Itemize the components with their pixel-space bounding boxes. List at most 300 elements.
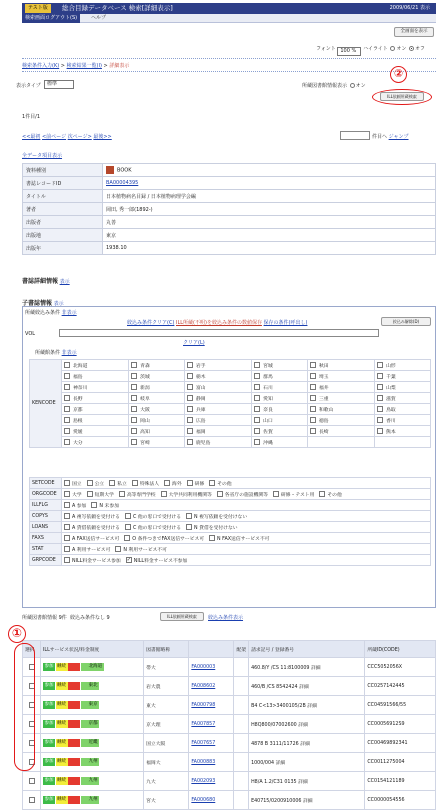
option-cell: [62, 544, 431, 555]
prefecture-cell: [252, 404, 308, 415]
prefecture-row: [30, 371, 431, 382]
prefecture-cell: [252, 360, 308, 371]
filter-release-button[interactable]: 絞込み解除(D): [381, 317, 431, 326]
full-display-link[interactable]: 全データ項目表示: [22, 153, 63, 159]
select-cell: [23, 791, 41, 810]
filter-title: [25, 309, 77, 316]
region-chip: 近畿: [88, 740, 98, 745]
prefecture-label: 徳島: [318, 418, 329, 424]
prefecture-checkbox[interactable]: [310, 406, 316, 412]
option-checkbox[interactable]: [273, 491, 279, 497]
option-checkbox[interactable]: [64, 524, 70, 530]
prefecture-checkbox[interactable]: [131, 428, 137, 434]
breadcrumb-search-input[interactable]: 検索条件入力(K): [22, 63, 60, 69]
option-checkbox[interactable]: [186, 513, 192, 519]
prefecture-label: 宮崎: [140, 440, 150, 446]
region-chip: 東北: [88, 683, 98, 688]
shelf-cell: [234, 715, 249, 734]
prefecture-checkbox[interactable]: [310, 417, 316, 423]
library-name: 宮大: [144, 791, 189, 810]
prefecture-cell: [307, 415, 374, 426]
status-chip: [81, 663, 87, 671]
option-checkbox[interactable]: [186, 524, 192, 530]
option-checkbox[interactable]: [64, 546, 70, 552]
status-chip: 継続: [57, 702, 66, 707]
prefecture-grid: [29, 359, 431, 448]
nav-next[interactable]: 次ページ>: [67, 134, 92, 140]
nav-first[interactable]: <<最初: [22, 134, 41, 140]
option-label: 短期大学: [94, 492, 114, 498]
option-checkbox[interactable]: [125, 513, 131, 519]
prefecture-label: 埼玉: [318, 374, 329, 380]
option-label: 公立: [94, 481, 105, 487]
option-label: 研修・テスト用: [280, 492, 315, 498]
option-cell: [62, 511, 431, 522]
prefecture-cell: [252, 393, 308, 404]
prefecture-label: 青森: [140, 363, 150, 369]
holdings-display-label: 所蔵図書館情報表示: [302, 83, 348, 89]
table-row: [23, 791, 436, 810]
prefecture-cell: [62, 393, 129, 404]
call-number: 1000/004 詳細: [249, 753, 365, 772]
prefecture-checkbox[interactable]: [254, 395, 260, 401]
prefecture-row: [30, 382, 431, 393]
prefecture-cell: [375, 360, 431, 371]
holding-code: CC0257142445: [365, 677, 436, 696]
prefecture-label: 神奈川: [73, 385, 88, 391]
holding-code: CC0000054556: [365, 791, 436, 810]
call-number: 460/B /CS 8542424 詳細: [249, 677, 365, 696]
option-label: 特殊法人: [139, 481, 160, 487]
nav-last[interactable]: 最後>>: [93, 134, 112, 140]
prefecture-checkbox[interactable]: [131, 373, 137, 379]
library-id-link[interactable]: FA000003: [191, 664, 216, 670]
option-checkbox[interactable]: [124, 535, 130, 541]
library-name: 九大: [144, 772, 189, 791]
option-checkbox[interactable]: [217, 491, 223, 497]
prefecture-checkbox[interactable]: [254, 439, 260, 445]
prefecture-label: 奈良: [263, 407, 273, 413]
option-checkbox[interactable]: [209, 480, 215, 486]
prefecture-cell: [375, 415, 431, 426]
library-id-link[interactable]: FA000798: [191, 702, 216, 708]
option-cell: [62, 533, 431, 544]
display-type-select[interactable]: 標準: [44, 80, 74, 89]
highlight-on-radio[interactable]: [390, 46, 395, 51]
prefecture-label: 滋賀: [386, 396, 396, 402]
prefecture-checkbox[interactable]: [64, 384, 70, 390]
tab-row: [22, 14, 436, 23]
option-label: A 複写依頼を受付ける: [72, 514, 120, 520]
detail-value-text: BA00004395: [106, 180, 139, 186]
book-icon: [106, 166, 114, 174]
prefecture-checkbox[interactable]: [187, 417, 193, 423]
prefecture-cell: [252, 437, 308, 448]
detail-key: 書誌レコードID: [23, 177, 103, 190]
holdings-display: [302, 82, 366, 89]
prefecture-checkbox[interactable]: [254, 428, 260, 434]
prefecture-label: 三重: [318, 396, 329, 402]
option-label: NILL料金サービス不参加: [133, 558, 188, 564]
status-chip: [74, 796, 80, 804]
detail-value[interactable]: [103, 177, 436, 190]
prefecture-label: 山口: [263, 418, 273, 424]
prefecture-label: 岩手: [195, 363, 206, 369]
prefecture-label: 静岡: [195, 396, 206, 402]
prefecture-checkbox[interactable]: [64, 395, 70, 401]
show-filter-link[interactable]: 絞込み条件表示: [208, 615, 244, 621]
status-chip: [81, 701, 87, 709]
option-label: A FAX送信サービス可: [72, 536, 120, 542]
option-key: SETCODE: [30, 478, 62, 489]
option-key: ILLFLG: [30, 500, 62, 511]
option-key: LOANS: [30, 522, 62, 533]
prefecture-checkbox[interactable]: [131, 384, 137, 390]
detail-row: [23, 242, 436, 255]
prefecture-label: 宮城: [263, 363, 273, 369]
status-chip: [81, 796, 87, 804]
region-title-text: 所蔵館条件: [35, 350, 61, 356]
holding-code: CC0154121189: [365, 772, 436, 791]
table-row: [23, 677, 436, 696]
prefecture-cell: [184, 393, 251, 404]
prefecture-row: [30, 415, 431, 426]
highlight-off-radio[interactable]: [409, 46, 414, 51]
row-select-checkbox[interactable]: [29, 778, 35, 784]
option-label: その他: [327, 492, 342, 498]
status-chip: 継続: [57, 683, 66, 688]
font-size-select[interactable]: 100 %: [337, 47, 361, 56]
prefecture-label: 大分: [73, 440, 83, 446]
status-chip: [68, 682, 74, 690]
detail-key: 資料種別: [23, 164, 103, 177]
prefecture-checkbox[interactable]: [254, 417, 260, 423]
prefecture-checkbox[interactable]: [64, 428, 70, 434]
tab-logout[interactable]: 検索画面ログアウト(S): [22, 14, 80, 23]
vol-clear-link[interactable]: クリア(L): [183, 340, 205, 346]
prefecture-checkbox[interactable]: [131, 439, 137, 445]
status-chip: 継続: [57, 740, 66, 745]
filter-recall-link[interactable]: 保存の条件(呼出し): [263, 320, 308, 326]
tab-help[interactable]: ヘルプ: [91, 15, 107, 21]
option-checkbox[interactable]: [161, 491, 167, 497]
prefecture-checkbox[interactable]: [377, 384, 383, 390]
filter-clear-link[interactable]: 絞込み条件クリア(C): [127, 320, 175, 326]
option-row: [30, 511, 431, 522]
option-label: NILL料金サービス参加: [72, 558, 121, 564]
prefecture-cell: [129, 415, 185, 426]
option-checkbox[interactable]: [64, 480, 70, 486]
prefecture-checkbox[interactable]: [187, 395, 193, 401]
prefecture-label: 長野: [73, 396, 83, 402]
option-label: C 他の窓口で受付ける: [132, 525, 182, 531]
prefecture-checkbox[interactable]: [64, 362, 70, 368]
kencode-label: KENCODE: [30, 360, 62, 448]
status-chip: 参加: [44, 740, 54, 745]
prefecture-label: 高知: [140, 429, 150, 435]
library-id-link[interactable]: FA008602: [191, 683, 216, 689]
prefecture-checkbox[interactable]: [131, 406, 137, 412]
ill-search-button[interactable]: ILL依頼所蔵検索: [380, 92, 424, 101]
prefecture-cell: [307, 371, 374, 382]
filter-links: [127, 319, 307, 326]
holdings-on-radio[interactable]: [350, 83, 355, 88]
status-chip: [81, 758, 87, 766]
prefecture-label: 愛知: [263, 396, 273, 402]
prefecture-label: 島根: [73, 418, 83, 424]
select-column-highlight: [14, 643, 35, 771]
prefecture-checkbox[interactable]: [131, 417, 137, 423]
prefecture-row: [30, 360, 431, 371]
library-id-link[interactable]: FA007857: [191, 721, 216, 727]
option-checkbox[interactable]: [87, 491, 93, 497]
highlight-label: ハイライト: [362, 46, 388, 52]
child-toggle[interactable]: 表示: [53, 301, 64, 307]
detail-row: [23, 190, 436, 203]
prefecture-checkbox[interactable]: [377, 417, 383, 423]
status-chip: [81, 682, 87, 690]
option-checkbox[interactable]: [64, 491, 70, 497]
jump-link[interactable]: ジャンプ: [388, 134, 409, 140]
prefecture-checkbox[interactable]: [131, 362, 137, 368]
option-checkbox[interactable]: ✓: [126, 557, 131, 563]
results-header-cell: 選択: [23, 641, 41, 658]
status-chip: [74, 777, 80, 785]
library-id-link[interactable]: FA007657: [191, 740, 216, 746]
status-chip: 参加: [44, 702, 54, 707]
prefecture-checkbox[interactable]: [254, 362, 260, 368]
option-label: N FAX送信サービス不可: [217, 536, 270, 542]
prefecture-cell: [252, 371, 308, 382]
option-label: 大学共同利用機関等: [168, 492, 212, 498]
prefecture-checkbox[interactable]: [377, 428, 383, 434]
status-chip: [81, 720, 87, 728]
holdings-bar: [22, 614, 110, 621]
prefecture-label: 岡山: [140, 418, 150, 424]
prefecture-checkbox[interactable]: [187, 406, 193, 412]
status-chip: [74, 739, 80, 747]
detail-row: [23, 229, 436, 242]
prefecture-checkbox[interactable]: [187, 362, 193, 368]
prefecture-label: 京都: [73, 407, 83, 413]
filter-save-link[interactable]: ILL所蔵(不明)を絞込み条件の数値保存: [176, 320, 262, 326]
option-row: [30, 500, 431, 511]
full-screen-button[interactable]: 全画面を表示: [394, 27, 434, 37]
library-id-link[interactable]: FA002093: [191, 778, 216, 784]
jump-input[interactable]: [340, 131, 370, 140]
detail-value-text: 日本植物病名目録 / 日本植物病理学会編: [106, 193, 196, 200]
prefecture-checkbox[interactable]: [254, 406, 260, 412]
option-checkbox[interactable]: [87, 480, 93, 486]
library-name: 京大理: [144, 715, 189, 734]
detail-key: 著者: [23, 203, 103, 216]
prefecture-cell: [375, 404, 431, 415]
option-row: [30, 522, 431, 533]
option-checkbox[interactable]: [115, 546, 121, 552]
prefecture-cell: [375, 371, 431, 382]
prefecture-checkbox[interactable]: [187, 439, 193, 445]
prefecture-checkbox[interactable]: [310, 428, 316, 434]
filter-panel: [22, 306, 436, 608]
call-number: 4878 B 3111/11726 詳細: [249, 734, 365, 753]
prefecture-cell: [184, 415, 251, 426]
prefecture-checkbox[interactable]: [64, 373, 70, 379]
status-chip: 継続: [57, 797, 66, 802]
library-id-link[interactable]: FA000680: [191, 797, 216, 803]
prefecture-checkbox[interactable]: [64, 417, 70, 423]
prefecture-checkbox[interactable]: [310, 395, 316, 401]
prefecture-checkbox[interactable]: [377, 362, 383, 368]
option-checkbox[interactable]: [64, 513, 70, 519]
option-checkbox[interactable]: [132, 480, 138, 486]
option-label: 研修: [194, 481, 205, 487]
library-name: 東大: [144, 696, 189, 715]
prefecture-label: 福島: [73, 374, 83, 380]
prefecture-checkbox[interactable]: [310, 362, 316, 368]
detail-key: 出版者: [23, 216, 103, 229]
prefecture-label: 福岡: [195, 429, 206, 435]
status-chip: [68, 739, 74, 747]
prefecture-cell: [129, 426, 185, 437]
status-chip: [81, 777, 87, 785]
table-row: [23, 658, 436, 677]
status-chip: 継続: [57, 721, 66, 726]
option-label: C 他の窓口で受付ける: [132, 514, 182, 520]
shelf-cell: [234, 772, 249, 791]
option-checkbox[interactable]: [109, 480, 115, 486]
shelf-cell: [234, 696, 249, 715]
option-label: 私立: [117, 481, 127, 487]
prefecture-checkbox[interactable]: [187, 373, 193, 379]
prefecture-label: 栃木: [195, 374, 206, 380]
prefecture-checkbox[interactable]: [377, 395, 383, 401]
prefecture-label: 兵庫: [195, 407, 206, 413]
library-id-cell: [189, 677, 234, 696]
option-checkbox[interactable]: [187, 480, 193, 486]
status-cell: [41, 658, 144, 677]
library-id-link[interactable]: FA000883: [191, 759, 216, 765]
prefecture-checkbox[interactable]: [187, 428, 193, 434]
holdings-ill-button[interactable]: ILL依頼所蔵検索: [160, 612, 204, 621]
option-key: STAT: [30, 544, 62, 555]
option-checkbox[interactable]: [91, 502, 97, 508]
prefecture-label: 新潟: [140, 385, 150, 391]
prefecture-label: 千葉: [386, 374, 396, 380]
region-chip: 京都: [88, 721, 98, 726]
record-nav: [22, 133, 112, 140]
prefecture-cell: [184, 371, 251, 382]
option-cell: [62, 500, 431, 511]
status-cell: [41, 677, 144, 696]
breadcrumb-result-list[interactable]: 検索結果一覧(I): [66, 63, 102, 69]
prefecture-row: [30, 437, 431, 448]
option-checkbox[interactable]: [164, 480, 170, 486]
prefecture-label: 鹿児島: [195, 440, 211, 446]
prefecture-checkbox[interactable]: [310, 384, 316, 390]
library-id-cell: [189, 791, 234, 810]
prefecture-cell: [375, 393, 431, 404]
status-cell: [41, 715, 144, 734]
call-number: E40715/0200910006 詳細: [249, 791, 365, 810]
detail-key: タイトル: [23, 190, 103, 203]
library-name: 帯大: [144, 658, 189, 677]
option-row: [30, 544, 431, 555]
library-id-cell: [189, 696, 234, 715]
region-chip: 東京: [88, 702, 98, 707]
nav-prev[interactable]: <前ページ: [41, 134, 67, 140]
option-checkbox[interactable]: [125, 524, 131, 530]
prefecture-checkbox[interactable]: [64, 406, 70, 412]
prefecture-cell: [62, 360, 129, 371]
status-chip: [68, 758, 74, 766]
prefecture-label: 山形: [386, 363, 396, 369]
row-select-checkbox[interactable]: [29, 797, 35, 803]
option-checkbox[interactable]: [64, 535, 70, 541]
option-label: その他: [217, 481, 232, 487]
prefecture-checkbox[interactable]: [377, 373, 383, 379]
detail-value-text: 岡田, 秀一郎(1892-): [106, 206, 153, 213]
vol-input[interactable]: [59, 329, 379, 337]
prefecture-checkbox[interactable]: [377, 406, 383, 412]
option-label: A 参加: [72, 503, 87, 509]
prefecture-label: 山梨: [386, 385, 396, 391]
region-toggle[interactable]: 非表示: [61, 350, 77, 356]
option-label: 各省庁の施設機関等: [224, 492, 268, 498]
option-checkbox[interactable]: [64, 502, 70, 508]
status-chip: [74, 663, 80, 671]
option-checkbox[interactable]: [319, 491, 325, 497]
biblio-toggle[interactable]: 表示: [59, 279, 70, 285]
detail-value: [103, 229, 436, 242]
option-checkbox[interactable]: [209, 535, 215, 541]
prefecture-label: 香川: [386, 418, 396, 424]
option-checkbox[interactable]: [64, 557, 70, 563]
prefecture-checkbox[interactable]: [254, 384, 260, 390]
option-label: 大学: [72, 492, 82, 498]
shelf-cell: [234, 658, 249, 677]
holding-code: CCC5052056X: [365, 658, 436, 677]
prefecture-row: [30, 426, 431, 437]
prefecture-checkbox[interactable]: [254, 373, 260, 379]
option-key: FAXS: [30, 533, 62, 544]
prefecture-cell: [184, 404, 251, 415]
prefecture-cell: [307, 404, 374, 415]
option-label: O 条件つきでFAX送信サービス可: [132, 536, 205, 542]
prefecture-checkbox[interactable]: [64, 439, 70, 445]
status-chip: [74, 682, 80, 690]
detail-row: [23, 164, 436, 177]
region-chip: 九州: [88, 778, 98, 783]
option-checkbox[interactable]: [119, 491, 125, 497]
prefecture-checkbox[interactable]: [131, 395, 137, 401]
status-chip: 参加: [44, 778, 54, 783]
table-row: [23, 734, 436, 753]
font-label: フォント: [316, 46, 336, 52]
detail-value-text: BOOK: [117, 167, 132, 174]
prefecture-label: 群馬: [263, 374, 273, 380]
filter-toggle[interactable]: 非表示: [61, 310, 77, 316]
table-row: [23, 696, 436, 715]
prefecture-checkbox[interactable]: [187, 384, 193, 390]
status-chip: [68, 701, 74, 709]
option-grid: [29, 477, 431, 566]
library-name: 国立大阪: [144, 734, 189, 753]
option-label: N 利用サービス不可: [123, 547, 167, 553]
status-chip: [68, 777, 74, 785]
holding-code: CC04591566/55: [365, 696, 436, 715]
detail-key: 出版地: [23, 229, 103, 242]
prefecture-checkbox[interactable]: [310, 373, 316, 379]
